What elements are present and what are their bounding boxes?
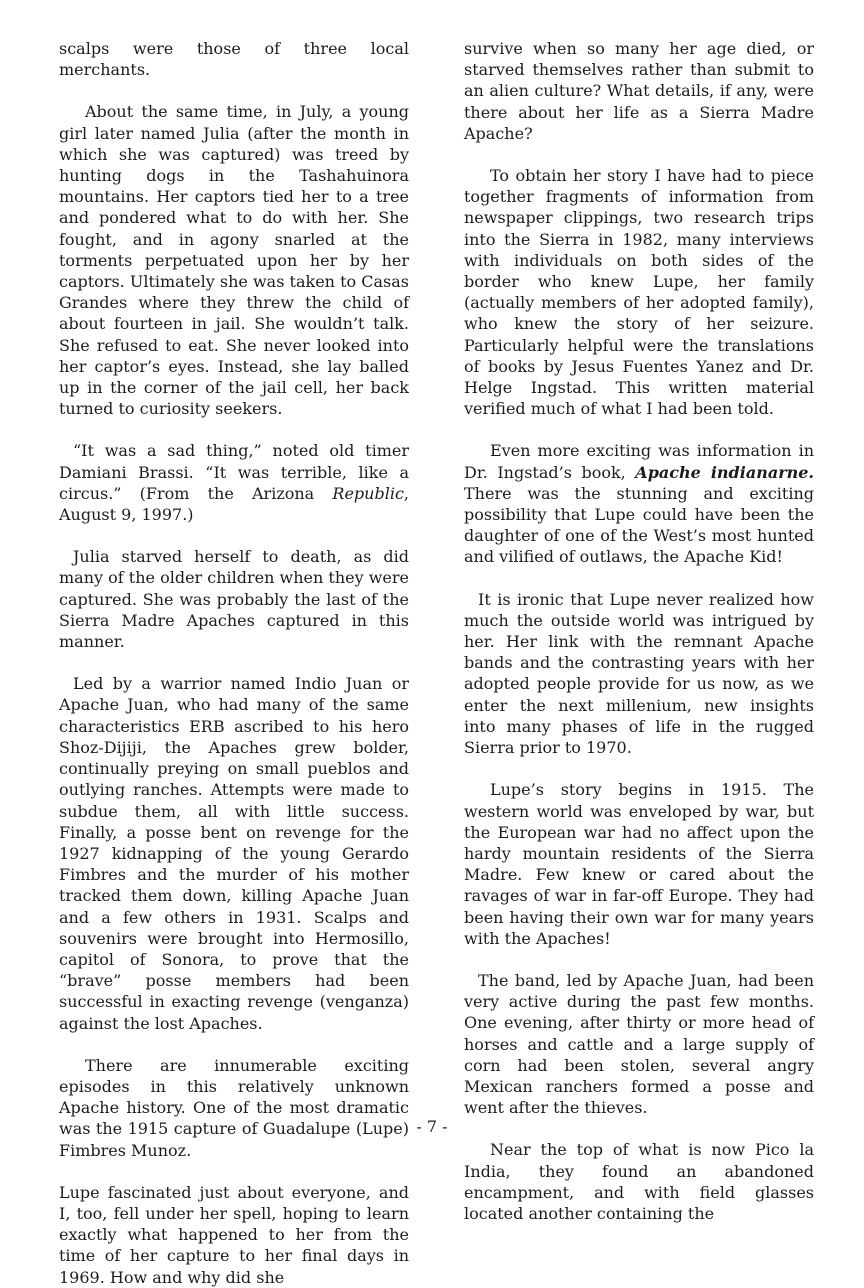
paragraph: Julia starved herself to death, as did many of the older children when they were captured. She was probably the last of the Sierra Madre Apaches captured in this manner. [59,547,409,652]
paragraph [464,440,814,567]
paragraph: The band, led by Apache Juan, had been very active during the past few months. One evening, after thirty or more head of horses and cattle and a large supply of corn had been stolen, several angry Mexican ranchers formed a posse and went after the thieves. [464,970,814,1118]
left-column [59,38,409,1288]
paragraph: Near the top of what is now Pico la India, they found an abandoned encampment, and with field glasses located another containing the [464,1140,814,1223]
paragraph-text: Even more exciting was information in Dr. Ingstad’s book, [464,441,814,482]
page-number: - 7 - [416,1117,448,1136]
paragraph: survive when so many her age died, or starved themselves rather than submit to an alien culture? What details, if any, were there about her life as a Sierra Madre Apache? [464,39,814,143]
paragraph: scalps were those of three local merchants. [59,39,409,80]
paragraph: Led by a warrior named Indio Juan or Apache Juan, who had many of the same characteristics ERB ascribed to his hero Shoz-Dijiji, the Apaches grew bolder, continually preying on small pueblos and outlying ranches. Attempts were made to subdue them, all with little success. Finally, a posse bent on revenge for the 1927 kidnapping of the young Gerardo Fimbres and the murder of his mother tracked them down, killing Apache Juan and a few others in 1931. Scalps and souvenirs were brought into Hermosillo, capitol of Sonora, to prove that the “brave” posse members had been successful in exacting revenge (venganza) against the lost Apaches. [59,674,409,1033]
book-title: Apache indianarne. [635,462,814,482]
publication-title: Republic [332,483,404,503]
paragraph-text: , August 9, 1997.) [59,483,409,525]
paragraph: To obtain her story I have had to piece together fragments of information from newspaper clippings, two research trips into the Sierra in 1982, many interviews with individuals on both sides of the border who knew Lupe, her family (actually members of her adopted family), who knew the story of her seizure. Particularly helpful were the translations of books by Jesus Fuentes Yanez and Dr. Helge Ingstad. This written material verified much of what I had been told. [464,166,814,419]
paragraph-text: There was the stunning and exciting possibility that Lupe could have been the daughter of one of the West’s most hunted and vilified of outlaws, the Apache Kid! [464,483,814,567]
paragraph: About the same time, in July, a young girl later named Julia (after the month in which she was captured) was treed by hunting dogs in the Tashahuinora mountains. Her captors tied her to a tree and pondered what to do with her. She fought, and in agony snarled at the torments perpetuated upon her by her captors. Ultimately she was taken to Casas Grandes where they threw the child of about fourteen in jail. She wouldn’t talk. She refused to eat. She never looked into her captor’s eyes. Instead, she lay balled up in the corner of the jail cell, her back turned to curiosity seekers. [59,102,409,419]
paragraph: There are innumerable exciting episodes in this relatively unknown Apache history. One of the most dramatic was the 1915 capture of Guadalupe (Lupe) Fimbres Munoz. [59,1055,409,1160]
paragraph: Lupe fascinated just about everyone, and I, too, fell under her spell, hoping to learn exactly what happened to her from the time of her capture to her final days in 1969. How and why did she [59,1182,409,1287]
paragraph [59,440,409,525]
right-column [464,38,814,1224]
paragraph-text: “It was a sad thing,” noted old timer Damiani Brassi. “It was terrible, like a circus.” (From the Arizona [59,441,409,503]
paragraph: Lupe’s story begins in 1915. The western world was enveloped by war, but the European war had no affect upon the hardy mountain residents of the Sierra Madre. Few knew or cared about the ravages of war in far-off Europe. They had been having their own war for many years with the Apaches! [464,780,814,948]
paragraph: It is ironic that Lupe never realized how much the outside world was intrigued by her. Her link with the remnant Apache bands and the contrasting years with her adopted people provide for us now, as we enter the next millenium, new insights into many phases of life in the rugged Sierra prior to 1970. [464,589,814,758]
